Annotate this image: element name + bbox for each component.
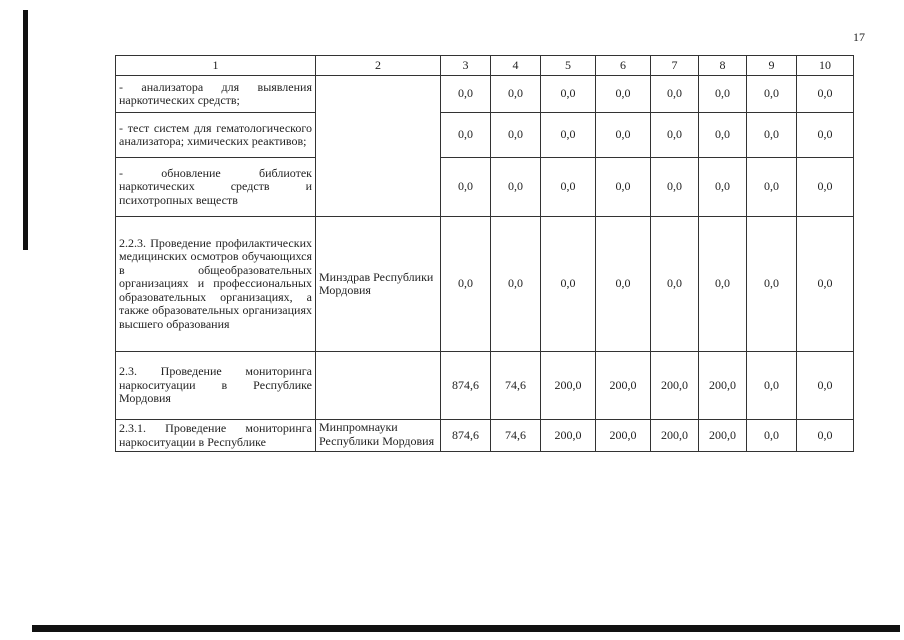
value-cell: 200,0 — [596, 420, 651, 452]
measure-name: 2.2.3. Проведение профилактических медицинских осмотров обучающихся в общеобразовательных организациях и профессиональных образовательных организациях, а также образовательных организациях высшего образования — [116, 217, 316, 352]
value-cell: 0,0 — [797, 158, 854, 217]
value-cell: 0,0 — [541, 158, 596, 217]
value-cell: 0,0 — [797, 420, 854, 452]
value-cell: 0,0 — [596, 217, 651, 352]
value-cell: 0,0 — [797, 352, 854, 420]
value-cell: 0,0 — [747, 158, 797, 217]
value-cell: 0,0 — [699, 76, 747, 113]
value-cell: 0,0 — [441, 158, 491, 217]
value-cell: 0,0 — [491, 76, 541, 113]
header-cell: 3 — [441, 56, 491, 76]
value-cell: 200,0 — [699, 352, 747, 420]
table-row — [116, 420, 854, 452]
header-cell: 1 — [116, 56, 316, 76]
value-cell: 0,0 — [699, 113, 747, 158]
value-cell: 200,0 — [699, 420, 747, 452]
value-cell: 0,0 — [541, 217, 596, 352]
value-cell: 0,0 — [491, 217, 541, 352]
value-cell: 74,6 — [491, 420, 541, 452]
value-cell: 0,0 — [797, 76, 854, 113]
executor-cell: Минпромнауки Республики Мордовия — [316, 420, 441, 452]
value-cell: 0,0 — [651, 76, 699, 113]
value-cell: 0,0 — [441, 76, 491, 113]
value-cell: 0,0 — [441, 217, 491, 352]
value-cell: 200,0 — [541, 420, 596, 452]
value-cell: 200,0 — [651, 352, 699, 420]
executor-cell: Минздрав Республики Мордовия — [316, 217, 441, 352]
scan-edge-bottom — [32, 625, 900, 632]
value-cell: 0,0 — [699, 217, 747, 352]
page-number: 17 — [853, 30, 865, 44]
value-cell: 0,0 — [651, 217, 699, 352]
value-cell: 200,0 — [651, 420, 699, 452]
value-cell: 0,0 — [541, 113, 596, 158]
measure-name: 2.3. Проведение мониторинга наркоситуации в Республике Мордовия — [116, 352, 316, 420]
executor-cell — [316, 76, 441, 217]
value-cell: 200,0 — [596, 352, 651, 420]
value-cell: 0,0 — [596, 113, 651, 158]
header-cell: 9 — [747, 56, 797, 76]
header-cell: 7 — [651, 56, 699, 76]
header-cell: 4 — [491, 56, 541, 76]
table-row — [116, 76, 854, 113]
value-cell: 0,0 — [651, 113, 699, 158]
value-cell: 0,0 — [797, 113, 854, 158]
measure-name: - анализатора для выявления наркотических средств; — [116, 76, 316, 113]
value-cell: 0,0 — [747, 217, 797, 352]
table-row — [116, 352, 854, 420]
table-row — [116, 217, 854, 352]
value-cell: 0,0 — [747, 76, 797, 113]
value-cell: 74,6 — [491, 352, 541, 420]
header-cell: 10 — [797, 56, 854, 76]
value-cell: 0,0 — [541, 76, 596, 113]
value-cell: 0,0 — [699, 158, 747, 217]
value-cell: 0,0 — [596, 158, 651, 217]
value-cell: 0,0 — [747, 352, 797, 420]
value-cell: 0,0 — [491, 113, 541, 158]
scan-edge-left — [23, 10, 28, 250]
value-cell: 200,0 — [541, 352, 596, 420]
value-cell: 0,0 — [491, 158, 541, 217]
header-cell: 2 — [316, 56, 441, 76]
table-row — [116, 158, 854, 217]
header-cell: 5 — [541, 56, 596, 76]
value-cell: 0,0 — [747, 420, 797, 452]
measure-name: - тест систем для гематологического анализатора; химических реактивов; — [116, 113, 316, 158]
value-cell: 874,6 — [441, 352, 491, 420]
executor-cell — [316, 352, 441, 420]
header-row — [116, 56, 854, 76]
value-cell: 0,0 — [747, 113, 797, 158]
value-cell: 0,0 — [651, 158, 699, 217]
measure-name: - обновление библиотек наркотических средств и психотропных веществ — [116, 158, 316, 217]
measure-name: 2.3.1. Проведение мониторинга наркоситуации в Республике — [116, 420, 316, 452]
table-row — [116, 113, 854, 158]
value-cell: 874,6 — [441, 420, 491, 452]
header-cell: 6 — [596, 56, 651, 76]
value-cell: 0,0 — [797, 217, 854, 352]
header-cell: 8 — [699, 56, 747, 76]
value-cell: 0,0 — [441, 113, 491, 158]
budget-table — [115, 55, 854, 452]
value-cell: 0,0 — [596, 76, 651, 113]
